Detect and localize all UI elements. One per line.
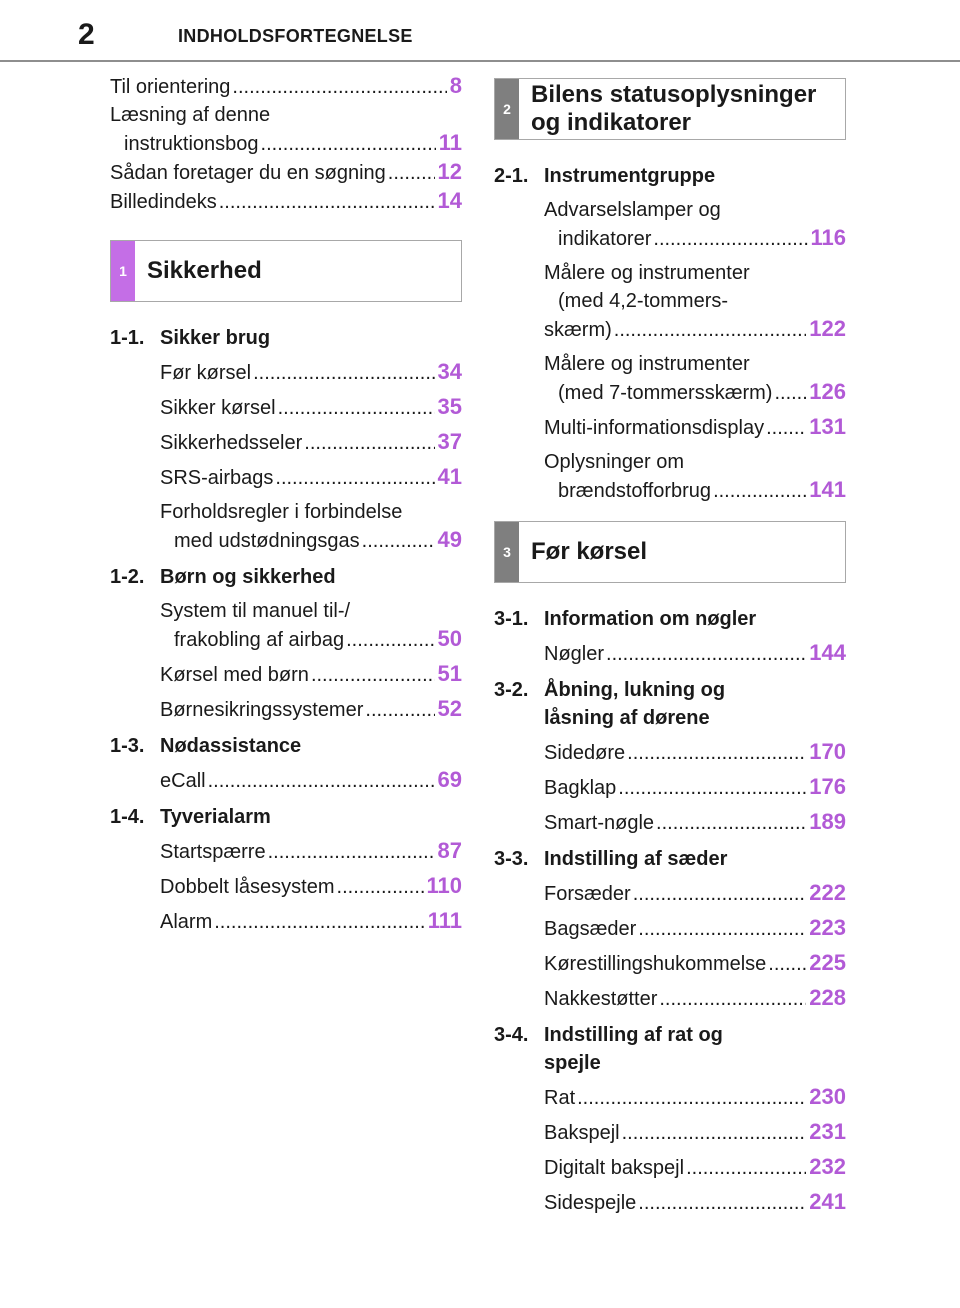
chapter-title-line: Bilens statusoplysninger bbox=[531, 81, 817, 108]
entry-label: instruktionsbog bbox=[124, 133, 259, 155]
toc-entry[interactable] bbox=[160, 907, 462, 936]
entry-label: Nakkestøtter bbox=[544, 988, 658, 1010]
section-title: Nødassistance bbox=[160, 735, 302, 757]
leader-dots bbox=[606, 640, 806, 668]
section-title: Åbning, lukning og bbox=[544, 679, 726, 701]
toc-entry[interactable] bbox=[160, 428, 462, 457]
leader-dots bbox=[638, 1189, 806, 1217]
page-number: 2 bbox=[78, 18, 95, 51]
section-title: Børn og sikkerhed bbox=[160, 566, 336, 588]
section-number: 1-3. bbox=[110, 735, 145, 757]
leader-dots bbox=[577, 1084, 806, 1112]
page-link[interactable]: 230 bbox=[809, 1084, 846, 1109]
section-title: Sikker brug bbox=[160, 327, 271, 349]
entry-label: (med 7-tommersskærm) bbox=[558, 382, 773, 404]
page-link[interactable]: 87 bbox=[437, 838, 462, 863]
leader-dots bbox=[365, 696, 434, 724]
chapter-title: Sikkerhed bbox=[147, 257, 262, 284]
entry-label: Multi-informationsdisplay bbox=[544, 417, 765, 439]
entry-label: Sådan foretager du en søgning bbox=[110, 162, 386, 184]
section-heading bbox=[110, 324, 462, 352]
right-column bbox=[494, 72, 846, 1217]
page-link[interactable]: 34 bbox=[437, 359, 462, 384]
section-number: 1-1. bbox=[110, 327, 145, 349]
page-link[interactable]: 41 bbox=[437, 464, 462, 489]
entry-label: Advarselslamper og bbox=[544, 199, 721, 221]
toc-entry[interactable] bbox=[544, 1118, 846, 1147]
leader-dots bbox=[304, 429, 434, 457]
toc-entry[interactable] bbox=[544, 773, 846, 802]
leader-dots bbox=[774, 379, 806, 407]
chapter-tab-1: 1 bbox=[111, 241, 135, 301]
page-link[interactable]: 11 bbox=[438, 130, 462, 155]
page-link[interactable]: 131 bbox=[809, 414, 846, 439]
page-link[interactable]: 69 bbox=[437, 767, 462, 792]
toc-entry[interactable] bbox=[160, 872, 462, 901]
leader-dots bbox=[253, 359, 434, 387]
chapter-box-2[interactable] bbox=[494, 78, 846, 140]
section-heading bbox=[110, 563, 462, 591]
toc-entry[interactable] bbox=[160, 837, 462, 866]
toc-entry[interactable] bbox=[544, 196, 846, 253]
entry-label: Dobbelt låsesystem bbox=[160, 876, 335, 898]
leader-dots bbox=[346, 626, 434, 654]
entry-label: Oplysninger om bbox=[544, 451, 685, 473]
entry-label: Alarm bbox=[160, 911, 213, 933]
entry-label: indikatorer bbox=[558, 228, 652, 250]
section-heading bbox=[494, 605, 846, 633]
leader-dots bbox=[311, 661, 435, 689]
entry-label: Sidespejle bbox=[544, 1192, 637, 1214]
leader-dots bbox=[388, 159, 435, 187]
leader-dots bbox=[232, 73, 446, 101]
section-heading bbox=[494, 1021, 846, 1049]
entry-label: Smart-nøgle bbox=[544, 812, 655, 834]
entry-label: Kørsel med børn bbox=[160, 664, 309, 686]
section-title: Indstilling af rat og bbox=[544, 1024, 723, 1046]
leader-dots bbox=[214, 908, 424, 936]
page-link[interactable]: 141 bbox=[809, 477, 846, 502]
entry-label: (med 4,2-tommers- bbox=[558, 290, 729, 312]
entry-label: Bakspejl bbox=[544, 1122, 620, 1144]
page-link[interactable]: 111 bbox=[427, 908, 462, 933]
leader-dots bbox=[618, 774, 806, 802]
leader-dots bbox=[219, 188, 435, 216]
page-link[interactable]: 50 bbox=[437, 626, 462, 651]
entry-label: Til orientering bbox=[110, 76, 231, 98]
section-title: Tyverialarm bbox=[160, 806, 271, 828]
header-divider bbox=[0, 60, 960, 62]
page-link[interactable]: 12 bbox=[437, 159, 462, 184]
left-column bbox=[110, 72, 462, 936]
page-header bbox=[0, 0, 960, 62]
chapter-box-1[interactable] bbox=[110, 240, 462, 302]
leader-dots bbox=[659, 985, 806, 1013]
toc-entry[interactable] bbox=[544, 879, 846, 908]
leader-dots bbox=[768, 950, 806, 978]
entry-label: Nøgler bbox=[544, 643, 605, 665]
entry-label: med udstødningsgas bbox=[174, 530, 360, 552]
toc-entry[interactable] bbox=[544, 350, 846, 407]
leader-dots bbox=[261, 130, 436, 158]
section-number: 3-2. bbox=[494, 679, 529, 701]
section-title: Indstilling af sæder bbox=[544, 848, 728, 870]
page-link[interactable]: 126 bbox=[809, 379, 846, 404]
section-number: 1-4. bbox=[110, 806, 145, 828]
chapter-tab-3: 3 bbox=[495, 522, 519, 582]
entry-label: Bagklap bbox=[544, 777, 617, 799]
toc-entry[interactable] bbox=[160, 597, 462, 654]
leader-dots bbox=[638, 915, 806, 943]
toc-entry[interactable] bbox=[160, 660, 462, 689]
page-link[interactable]: 170 bbox=[809, 739, 846, 764]
page-link[interactable]: 8 bbox=[449, 73, 462, 98]
entry-label: Forholdsregler i forbindelse bbox=[160, 501, 403, 523]
toc-entry[interactable] bbox=[544, 259, 846, 344]
leader-dots bbox=[713, 477, 806, 505]
toc-entry[interactable] bbox=[544, 984, 846, 1013]
leader-dots bbox=[622, 1119, 807, 1147]
section-number: 3-4. bbox=[494, 1024, 529, 1046]
leader-dots bbox=[766, 414, 806, 442]
toc-entry[interactable] bbox=[160, 358, 462, 387]
entry-label: Kørestillingshukommelse bbox=[544, 953, 767, 975]
toc-entry[interactable] bbox=[110, 101, 462, 158]
chapter-box-3[interactable] bbox=[494, 521, 846, 583]
page-link[interactable]: 14 bbox=[437, 188, 462, 213]
leader-dots bbox=[208, 767, 435, 795]
entry-label: Målere og instrumenter bbox=[544, 262, 750, 284]
entry-label: Forsæder bbox=[544, 883, 631, 905]
section-title: låsning af dørene bbox=[544, 707, 710, 729]
leader-dots bbox=[686, 1154, 806, 1182]
entry-label: Sikker kørsel bbox=[160, 397, 276, 419]
leader-dots bbox=[337, 873, 424, 901]
page-link[interactable]: 228 bbox=[809, 985, 846, 1010]
leader-dots bbox=[627, 739, 806, 767]
page-link[interactable]: 52 bbox=[437, 696, 462, 721]
toc-entry[interactable] bbox=[160, 463, 462, 492]
page-link[interactable]: 110 bbox=[426, 873, 462, 898]
page-link[interactable]: 35 bbox=[437, 394, 462, 419]
entry-label: Børnesikringssystemer bbox=[160, 699, 364, 721]
section-number: 1-2. bbox=[110, 566, 145, 588]
leader-dots bbox=[633, 880, 807, 908]
entry-label: Læsning af denne bbox=[110, 104, 271, 126]
page-link[interactable]: 176 bbox=[809, 774, 846, 799]
leader-dots bbox=[362, 527, 435, 555]
page-link[interactable]: 223 bbox=[809, 915, 846, 940]
section-number: 3-1. bbox=[494, 608, 529, 630]
section-heading bbox=[494, 1049, 846, 1077]
entry-label: Sidedøre bbox=[544, 742, 626, 764]
section-heading bbox=[110, 732, 462, 760]
entry-label: eCall bbox=[160, 770, 206, 792]
toc-entry[interactable] bbox=[160, 766, 462, 795]
section-number: 3-3. bbox=[494, 848, 529, 870]
leader-dots bbox=[614, 316, 807, 344]
toc-entry[interactable] bbox=[544, 738, 846, 767]
page-link[interactable]: 51 bbox=[437, 661, 462, 686]
section-title: Information om nøgler bbox=[544, 608, 757, 630]
entry-label: brændstofforbrug bbox=[558, 480, 712, 502]
entry-label: Målere og instrumenter bbox=[544, 353, 750, 375]
entry-label: skærm) bbox=[544, 319, 612, 341]
leader-dots bbox=[268, 838, 435, 866]
page-link[interactable]: 232 bbox=[809, 1154, 846, 1179]
section-title: Instrumentgruppe bbox=[544, 165, 716, 187]
chapter-title: Før kørsel bbox=[531, 538, 648, 565]
entry-label: Rat bbox=[544, 1087, 576, 1109]
toc-entry[interactable] bbox=[110, 187, 462, 216]
entry-label: System til manuel til-/ bbox=[160, 600, 351, 622]
entry-label: Startspærre bbox=[160, 841, 266, 863]
toc-entry[interactable] bbox=[544, 808, 846, 837]
toc-entry[interactable] bbox=[544, 949, 846, 978]
toc-entry[interactable] bbox=[544, 639, 846, 668]
toc-entry[interactable] bbox=[544, 448, 846, 505]
toc-entry[interactable] bbox=[110, 158, 462, 187]
page-title: INDHOLDSFORTEGNELSE bbox=[178, 26, 413, 46]
toc-entry[interactable] bbox=[544, 914, 846, 943]
toc-entry[interactable] bbox=[544, 1153, 846, 1182]
leader-dots bbox=[275, 464, 434, 492]
page-link[interactable]: 49 bbox=[437, 527, 462, 552]
section-heading bbox=[494, 676, 846, 704]
chapter-title bbox=[519, 81, 816, 137]
entry-label: frakobling af airbag bbox=[174, 629, 345, 651]
page-link[interactable]: 241 bbox=[809, 1189, 846, 1214]
entry-label: SRS-airbags bbox=[160, 467, 274, 489]
entry-label: Billedindeks bbox=[110, 191, 217, 213]
page-link[interactable]: 225 bbox=[809, 950, 846, 975]
page-link[interactable]: 231 bbox=[809, 1119, 846, 1144]
toc-entry[interactable] bbox=[544, 413, 846, 442]
leader-dots bbox=[656, 809, 806, 837]
section-heading bbox=[110, 803, 462, 831]
page-link[interactable]: 189 bbox=[809, 809, 846, 834]
entry-label: Digitalt bakspejl bbox=[544, 1157, 685, 1179]
toc-entry[interactable] bbox=[544, 1188, 846, 1217]
leader-dots bbox=[653, 225, 807, 253]
section-heading bbox=[494, 845, 846, 873]
toc-entry[interactable] bbox=[160, 393, 462, 422]
page-link[interactable]: 122 bbox=[809, 316, 846, 341]
chapter-tab-2: 2 bbox=[495, 79, 519, 139]
leader-dots bbox=[278, 394, 435, 422]
page-link[interactable]: 37 bbox=[437, 429, 462, 454]
toc-entry[interactable] bbox=[160, 498, 462, 555]
page-link[interactable]: 222 bbox=[809, 880, 846, 905]
chapter-title-line: og indikatorer bbox=[531, 109, 692, 136]
page-link[interactable]: 144 bbox=[809, 640, 846, 665]
section-heading bbox=[494, 162, 846, 190]
toc-entry[interactable] bbox=[160, 695, 462, 724]
section-title: spejle bbox=[544, 1052, 601, 1074]
toc-entry[interactable] bbox=[544, 1083, 846, 1112]
section-heading bbox=[494, 704, 846, 732]
page-link[interactable]: 116 bbox=[810, 225, 846, 250]
toc-entry[interactable] bbox=[110, 72, 462, 101]
section-number: 2-1. bbox=[494, 165, 529, 187]
entry-label: Bagsæder bbox=[544, 918, 637, 940]
entry-label: Sikkerhedsseler bbox=[160, 432, 303, 454]
entry-label: Før kørsel bbox=[160, 362, 252, 384]
